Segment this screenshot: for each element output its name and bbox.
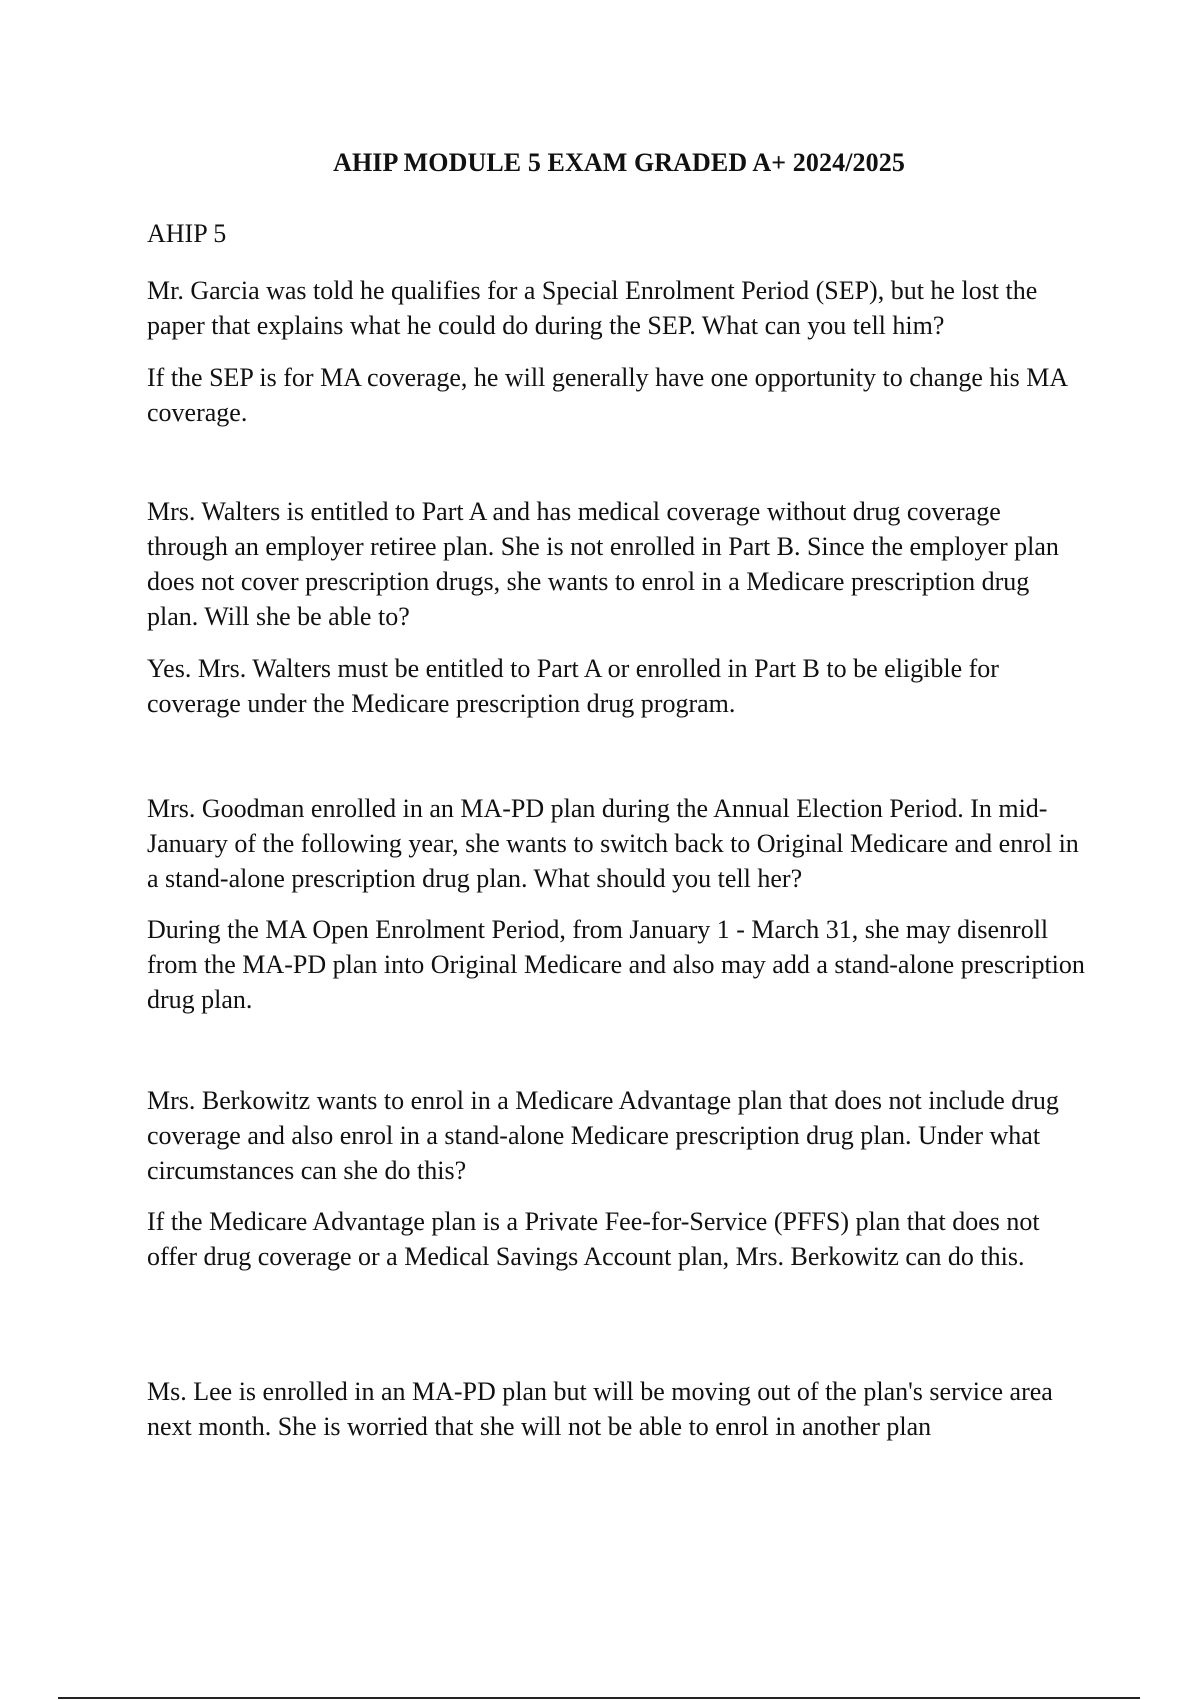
document-subtitle: AHIP 5 xyxy=(147,219,227,248)
question-text: Mrs. Walters is entitled to Part A and has medical coverage without drug coverage through an employer retiree plan. She is not enrolled in Part B. Since the employer plan does not cover prescription drugs, she wants to enrol in a Medicare prescription drug plan. Will she be able to? xyxy=(147,497,1059,631)
question-text: Mrs. Berkowitz wants to enrol in a Medicare Advantage plan that does not include drug coverage and also enrol in a stand-alone Medicare prescription drug plan. Under what circumstances can she do this? xyxy=(147,1086,1059,1185)
answer-2 xyxy=(147,651,1087,721)
question-1 xyxy=(147,273,1087,343)
question-5 xyxy=(147,1374,1087,1444)
answer-3 xyxy=(147,912,1087,1017)
page-bottom-divider xyxy=(58,1697,1140,1699)
answer-text: Yes. Mrs. Walters must be entitled to Part A or enrolled in Part B to be eligible for coverage under the Medicare prescription drug program. xyxy=(147,654,999,718)
question-4 xyxy=(147,1083,1087,1188)
answer-text: During the MA Open Enrolment Period, from January 1 - March 31, she may disenroll from the MA-PD plan into Original Medicare and also may add a stand-alone prescription drug plan. xyxy=(147,915,1085,1014)
question-text: Mr. Garcia was told he qualifies for a Special Enrolment Period (SEP), but he lost the paper that explains what he could do during the SEP. What can you tell him? xyxy=(147,276,1038,340)
answer-text: If the Medicare Advantage plan is a Private Fee-for-Service (PFFS) plan that does not offer drug coverage or a Medical Savings Account plan, Mrs. Berkowitz can do this. xyxy=(147,1207,1040,1271)
answer-4 xyxy=(147,1204,1087,1274)
question-3 xyxy=(147,791,1087,896)
question-2 xyxy=(147,494,1087,634)
document-title: AHIP MODULE 5 EXAM GRADED A+ 2024/2025 xyxy=(333,148,905,177)
question-text: Ms. Lee is enrolled in an MA-PD plan but will be moving out of the plan's service area next month. She is worried that she will not be able to enrol in another plan xyxy=(147,1377,1053,1441)
answer-1 xyxy=(147,360,1087,430)
question-text: Mrs. Goodman enrolled in an MA-PD plan during the Annual Election Period. In mid-January of the following year, she wants to switch back to Original Medicare and enrol in a stand-alone prescription drug plan. What should you tell her? xyxy=(147,794,1079,893)
answer-text: If the SEP is for MA coverage, he will generally have one opportunity to change his MA coverage. xyxy=(147,363,1067,427)
